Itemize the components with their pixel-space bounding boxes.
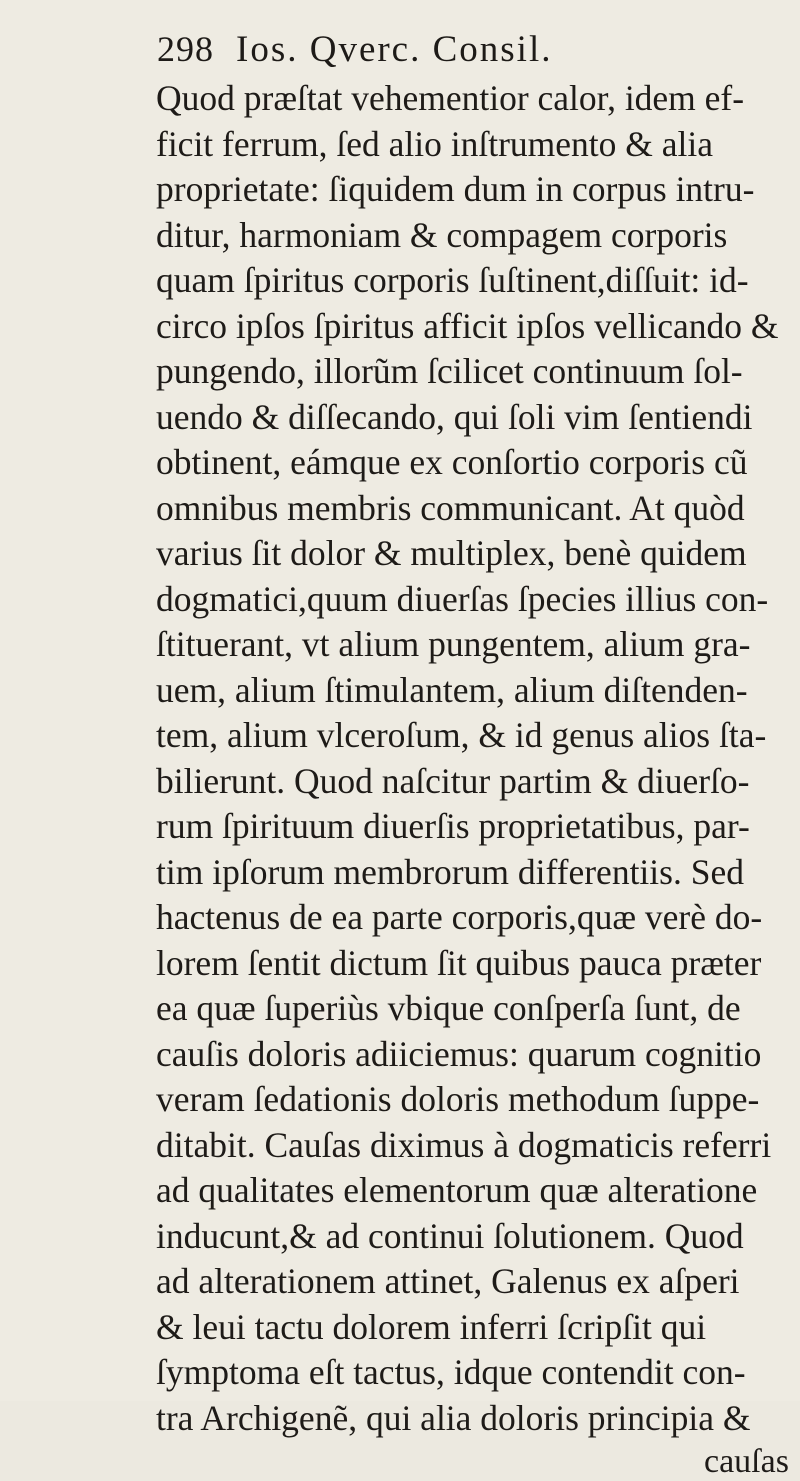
text-line: ad qualitates elementorum quæ alteratione — [156, 1170, 758, 1210]
text-line: ditabit. Cauſas diximus à dogmaticis referri — [156, 1124, 772, 1165]
text-line: proprietate: ſiquidem dum in corpus intru- — [156, 169, 755, 209]
page-header — [157, 28, 553, 74]
text-line: veram ſedationis doloris methodum ſuppe- — [156, 1079, 760, 1119]
text-line: omnibus membris communicant. At quòd — [156, 487, 745, 528]
text-line: uem, alium ſtimulantem, alium diſtenden- — [156, 669, 748, 710]
text-line: quam ſpiritus corporis ſuſtinent,diſſuit: id- — [156, 260, 749, 300]
text-line: ditur, harmoniam & compagem corporis — [156, 214, 728, 255]
text-line: ea quæ ſuperiùs vbique conſperſa ſunt, de — [156, 988, 741, 1028]
text-line: ſtituerant, vt alium pungentem, alium gra- — [156, 624, 751, 664]
text-line: Quod præſtat vehementior calor, idem ef- — [156, 78, 745, 118]
text-line: lorem ſentit dictum ſit quibus pauca præter — [156, 942, 762, 983]
running-head: Ios. Qverc. Consil. — [236, 29, 553, 70]
text-line: circo ipſos ſpiritus afficit ipſos vellicando & — [156, 305, 779, 346]
text-line: & leui tactu dolorem inferri ſcripſit qui — [156, 1306, 707, 1347]
page-number: 298 — [157, 29, 214, 69]
text-line: hactenus de ea parte corporis,quæ verè do- — [156, 897, 763, 937]
text-line: ficit ferrum, ſed alio inſtrumento & alia — [156, 123, 713, 164]
body-text — [156, 76, 796, 1441]
text-line: varius ſit dolor & multiplex, benè quidem — [156, 533, 747, 573]
text-line: inducunt,& ad continui ſolutionem. Quod — [156, 1215, 744, 1256]
text-line: uendo & diſſecando, qui ſoli vim ſentiendi — [156, 396, 753, 437]
text-line: pungendo, illorũm ſcilicet continuum ſol- — [156, 351, 743, 391]
text-line: obtinent, eámque ex conſortio corporis cũ — [156, 442, 748, 482]
text-line: ſymptoma eſt tactus, idque contendit con- — [156, 1352, 746, 1392]
text-line: cauſis doloris adiiciemus: quarum cognitio — [156, 1033, 762, 1074]
text-line: ad alterationem attinet, Galenus ex aſperi — [156, 1261, 740, 1301]
text-line: tim ipſorum membrorum differentiis. Sed — [156, 851, 744, 892]
text-line: dogmatici,quum diuerſas ſpecies illius con- — [156, 578, 769, 619]
text-line: tra Archigenẽ, qui alia doloris principia & — [156, 1397, 751, 1438]
text-line: bilierunt. Quod naſcitur partim & diuerſo- — [156, 760, 750, 801]
catchword: cauſas — [704, 1443, 789, 1480]
text-line: tem, alium vlceroſum, & id genus alios ſta- — [156, 715, 767, 755]
text-line: rum ſpirituum diuerſis proprietatibus, par- — [156, 806, 750, 846]
